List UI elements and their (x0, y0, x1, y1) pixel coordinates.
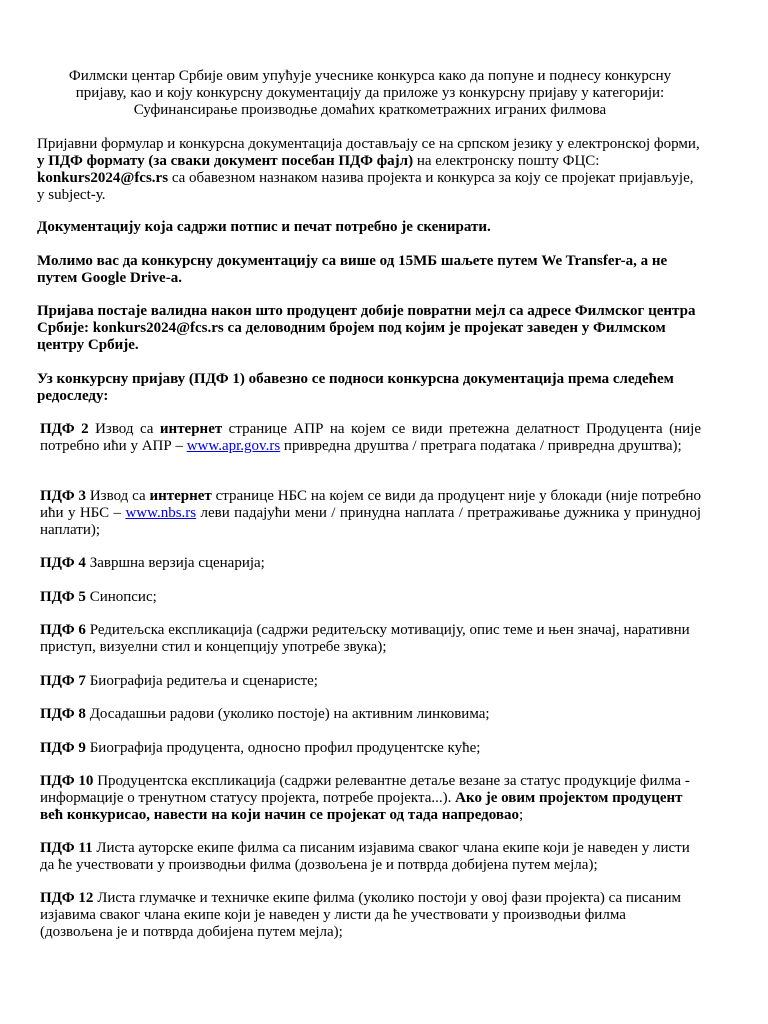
instr-email: konkurs2024@fcs.rs (37, 170, 169, 186)
intro-paragraph (40, 68, 700, 119)
pdf6-label: ПДФ 6 (40, 622, 86, 638)
pdf3-label: ПДФ 3 (40, 488, 87, 504)
list-item-pdf5 (40, 589, 701, 606)
intro-line-2: пријаву, као и коју конкурсну документацију да приложе уз конкурсну пријаву у категорији: (75, 85, 665, 101)
pdf10-bold: Ако је овим пројектом продуцент већ конкурисао, навести на који начин се пројекат од тада напредовао (40, 790, 683, 823)
scan-notice-text: Документацију која садржи потпис и печат потребно је скенирати. (37, 219, 491, 235)
pdf12-text: Листа глумачке и техничке екипе филма (уколико постоји у овој фази пројекта) са писаним изјавима сваког члана екипе који је наведен у листи да ће учествовати у производњи филма (дозвољена је и потврда добијена путем мејла); (40, 890, 681, 940)
pdf7-label: ПДФ 7 (40, 673, 86, 689)
validity-notice-text: Пријава постаје валидна након што продуцент добије повратни мејл са адресе Филмског центра Србије: konkurs2024@fcs.rs са деловодним бројем под којим је пројекат заведен у Филмском центру Србије. (37, 303, 696, 353)
validity-notice (37, 303, 701, 354)
list-item-pdf11 (40, 840, 701, 874)
pdf5-text: Синопсис; (85, 589, 157, 605)
pdf2-bold: интернет (159, 421, 223, 437)
pdf4-text: Завршна верзија сценарија; (85, 555, 265, 571)
list-item-pdf6 (40, 622, 701, 656)
instr-text-2: на електронску пошту ФЦС: (413, 153, 600, 169)
instr-bold-pdf-format: у ПДФ формату (за сваки документ посебан ПДФ фајл) (37, 153, 414, 169)
pdf3-text-3: леви падајући мени / принудна наплата / претраживање дужника у принудној наплати); (40, 505, 701, 538)
pdf7-text: Биографија редитеља и сценаристе; (85, 673, 318, 689)
transfer-notice-text: Молимо вас да конкурсну документацију са више од 15МБ шаљете путем We Transfer-a, а не путем Google Drive-a. (37, 253, 668, 286)
pdf6-text: Редитељска експликација (садржи редитељску мотивацију, опис теме и њен значај, наративни приступ, визуелни стил и концепцију употребе звука); (40, 622, 690, 655)
list-item-pdf9 (40, 740, 701, 757)
transfer-notice (37, 253, 701, 287)
list-item-pdf12 (40, 890, 701, 941)
pdf8-label: ПДФ 8 (40, 706, 86, 722)
list-item-pdf4 (40, 555, 701, 572)
pdf4-label: ПДФ 4 (40, 555, 86, 571)
pdf9-label: ПДФ 9 (40, 740, 86, 756)
order-notice (37, 371, 701, 405)
pdf11-label: ПДФ 11 (40, 840, 93, 856)
nbs-link[interactable]: www.nbs.rs (125, 505, 197, 521)
list-item-pdf7 (40, 673, 701, 690)
pdf10-label: ПДФ 10 (40, 773, 94, 789)
apr-link[interactable]: www.apr.gov.rs (186, 438, 281, 454)
pdf10-text: Продуцентска експликација (садржи релевантне детаље везане за статус продукције филма - информације о тренутном статусу пројекта, потребе пројекта...). (40, 773, 690, 806)
instr-text-3: са обавезном назнаком назива пројекта и конкурса за коју се пројекат пријављује, у subject-у. (37, 170, 694, 203)
submission-instructions (37, 136, 701, 204)
pdf2-text-2: странице АПР на којем се види претежна делатност Продуцента (није потребно ићи у АПР – (40, 421, 701, 454)
list-item-pdf2 (40, 421, 701, 455)
intro-line-1: Филмски центар Србије овим упућује учеснике конкурса како да попуне и поднесу конкурсну (68, 68, 672, 84)
list-item-pdf10 (40, 773, 701, 824)
pdf12-label: ПДФ 12 (40, 890, 94, 906)
pdf3-text-2: странице НБС на којем се види да продуцент није у блокади (није потребно ићи у НБС – (40, 488, 702, 521)
pdf2-text-3: привредна друштва / претрага података / привредна друштва); (280, 438, 682, 454)
order-notice-text: Уз конкурсну пријаву (ПДФ 1) обавезно се подноси конкурсна документација према следећем редоследу: (37, 371, 674, 404)
pdf5-label: ПДФ 5 (40, 589, 86, 605)
pdf2-text-1: Извод са (88, 421, 160, 437)
instr-text-1: Пријавни формулар и конкурсна документација достављају се на српском језику у електронској форми, (37, 136, 700, 152)
pdf11-text: Листа ауторске екипе филма са писаним изјавима сваког члана екипе који је наведен у листи да ће учествовати у производњи филма (дозвољена је и потврда добијена путем мејла); (40, 840, 690, 873)
intro-line-3: Суфинансирање производње домаћих краткометражних играних филмова (133, 102, 607, 118)
pdf8-text: Досадашњи радови (уколико постоје) на активним линковима; (85, 706, 490, 722)
list-item-pdf3 (40, 488, 701, 539)
pdf9-text: Биографија продуцента, односно профил продуцентске куће; (85, 740, 481, 756)
pdf10-end: ; (519, 807, 524, 823)
pdf3-text-1: Извод са (86, 488, 150, 504)
list-item-pdf8 (40, 706, 701, 723)
pdf3-bold: интернет (149, 488, 212, 504)
scan-notice (37, 219, 701, 236)
pdf2-label: ПДФ 2 (40, 421, 89, 437)
